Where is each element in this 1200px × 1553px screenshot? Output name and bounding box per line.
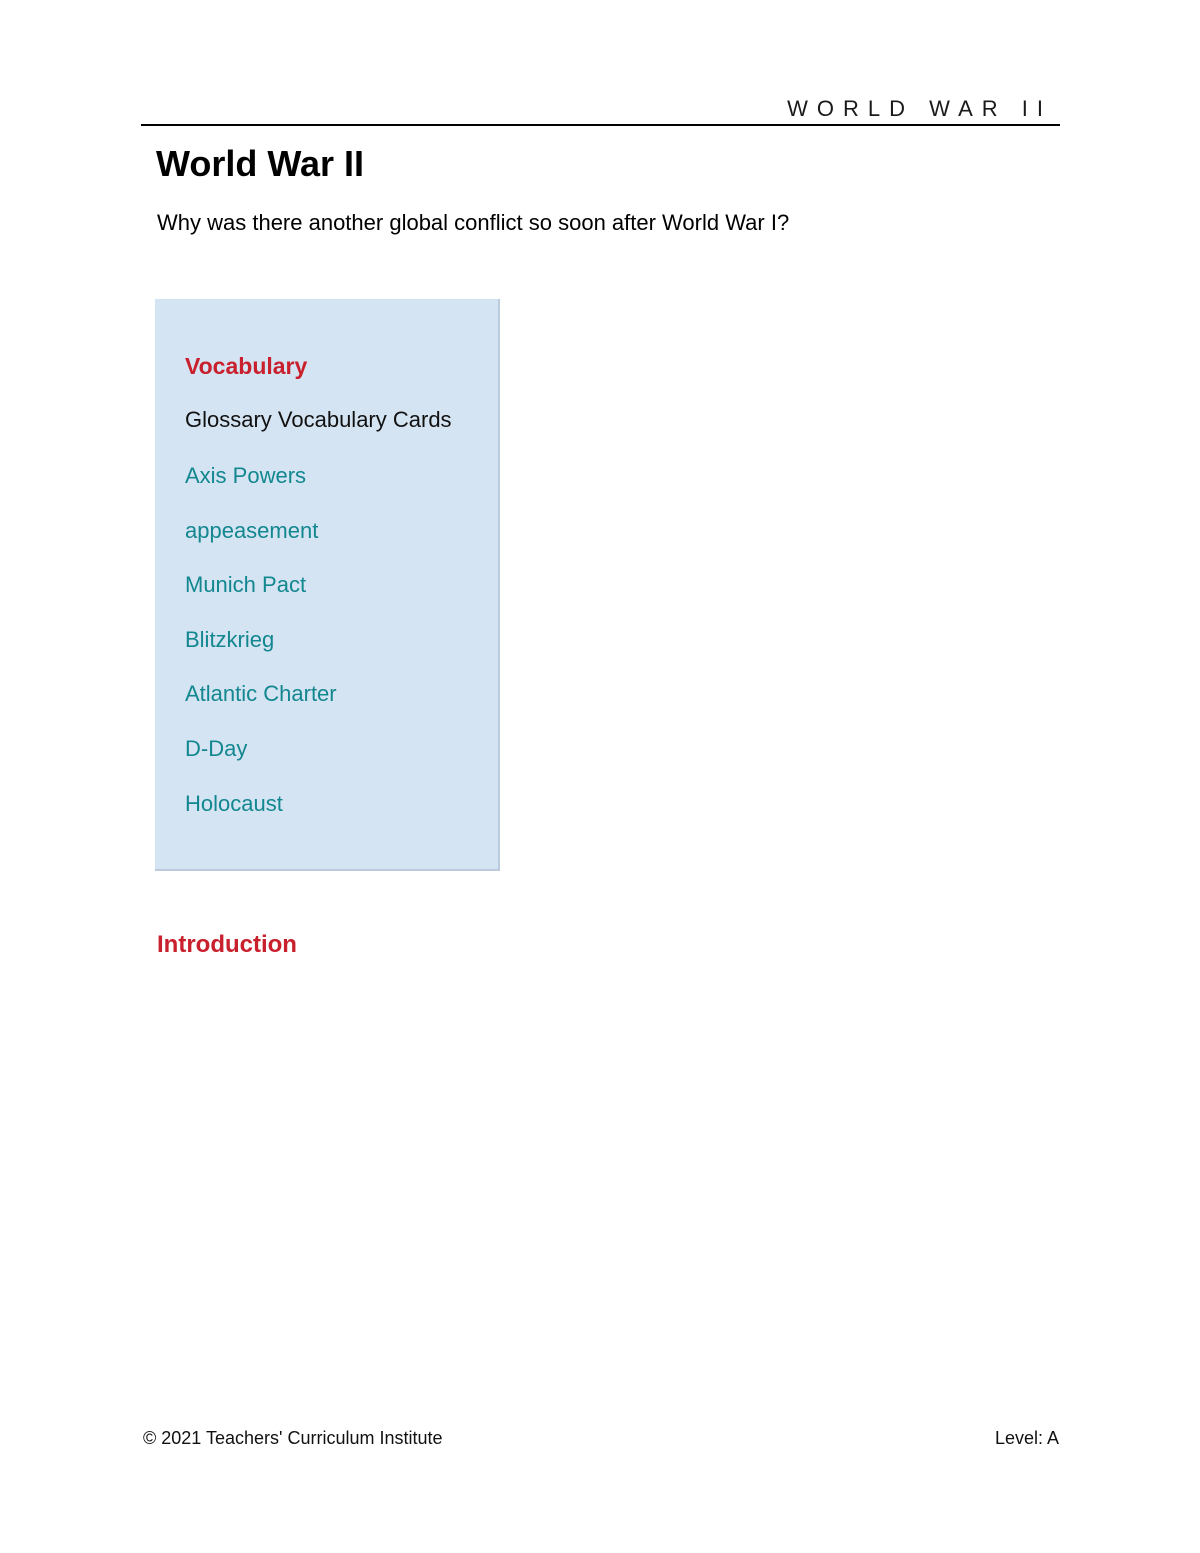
vocab-term-appeasement[interactable]: appeasement bbox=[185, 517, 319, 543]
vocab-term-atlantic-charter[interactable]: Atlantic Charter bbox=[185, 681, 337, 707]
page-title: World War II bbox=[156, 143, 365, 184]
vocab-term-holocaust[interactable]: Holocaust bbox=[185, 790, 283, 816]
vocab-term-munich-pact[interactable]: Munich Pact bbox=[185, 572, 307, 598]
footer-level: Level: A bbox=[994, 1428, 1059, 1448]
vocab-term-axis-powers[interactable]: Axis Powers bbox=[185, 463, 307, 488]
header-rule bbox=[141, 124, 1060, 126]
essential-question: Why was there another global conflict so soon after World War I? bbox=[157, 210, 790, 235]
vocab-term-d-day[interactable]: D-Day bbox=[185, 735, 248, 761]
vocabulary-heading: Vocabulary bbox=[185, 353, 308, 379]
glossary-cards-link[interactable]: Glossary Vocabulary Cards bbox=[185, 407, 452, 432]
vocabulary-box bbox=[155, 299, 500, 871]
running-header: WORLD WAR II bbox=[787, 96, 1052, 121]
footer-copyright: © 2021 Teachers' Curriculum Institute bbox=[143, 1428, 443, 1448]
vocabulary-list bbox=[185, 462, 337, 844]
vocab-term-blitzkrieg[interactable]: Blitzkrieg bbox=[185, 626, 275, 652]
introduction-heading: Introduction bbox=[157, 931, 297, 958]
